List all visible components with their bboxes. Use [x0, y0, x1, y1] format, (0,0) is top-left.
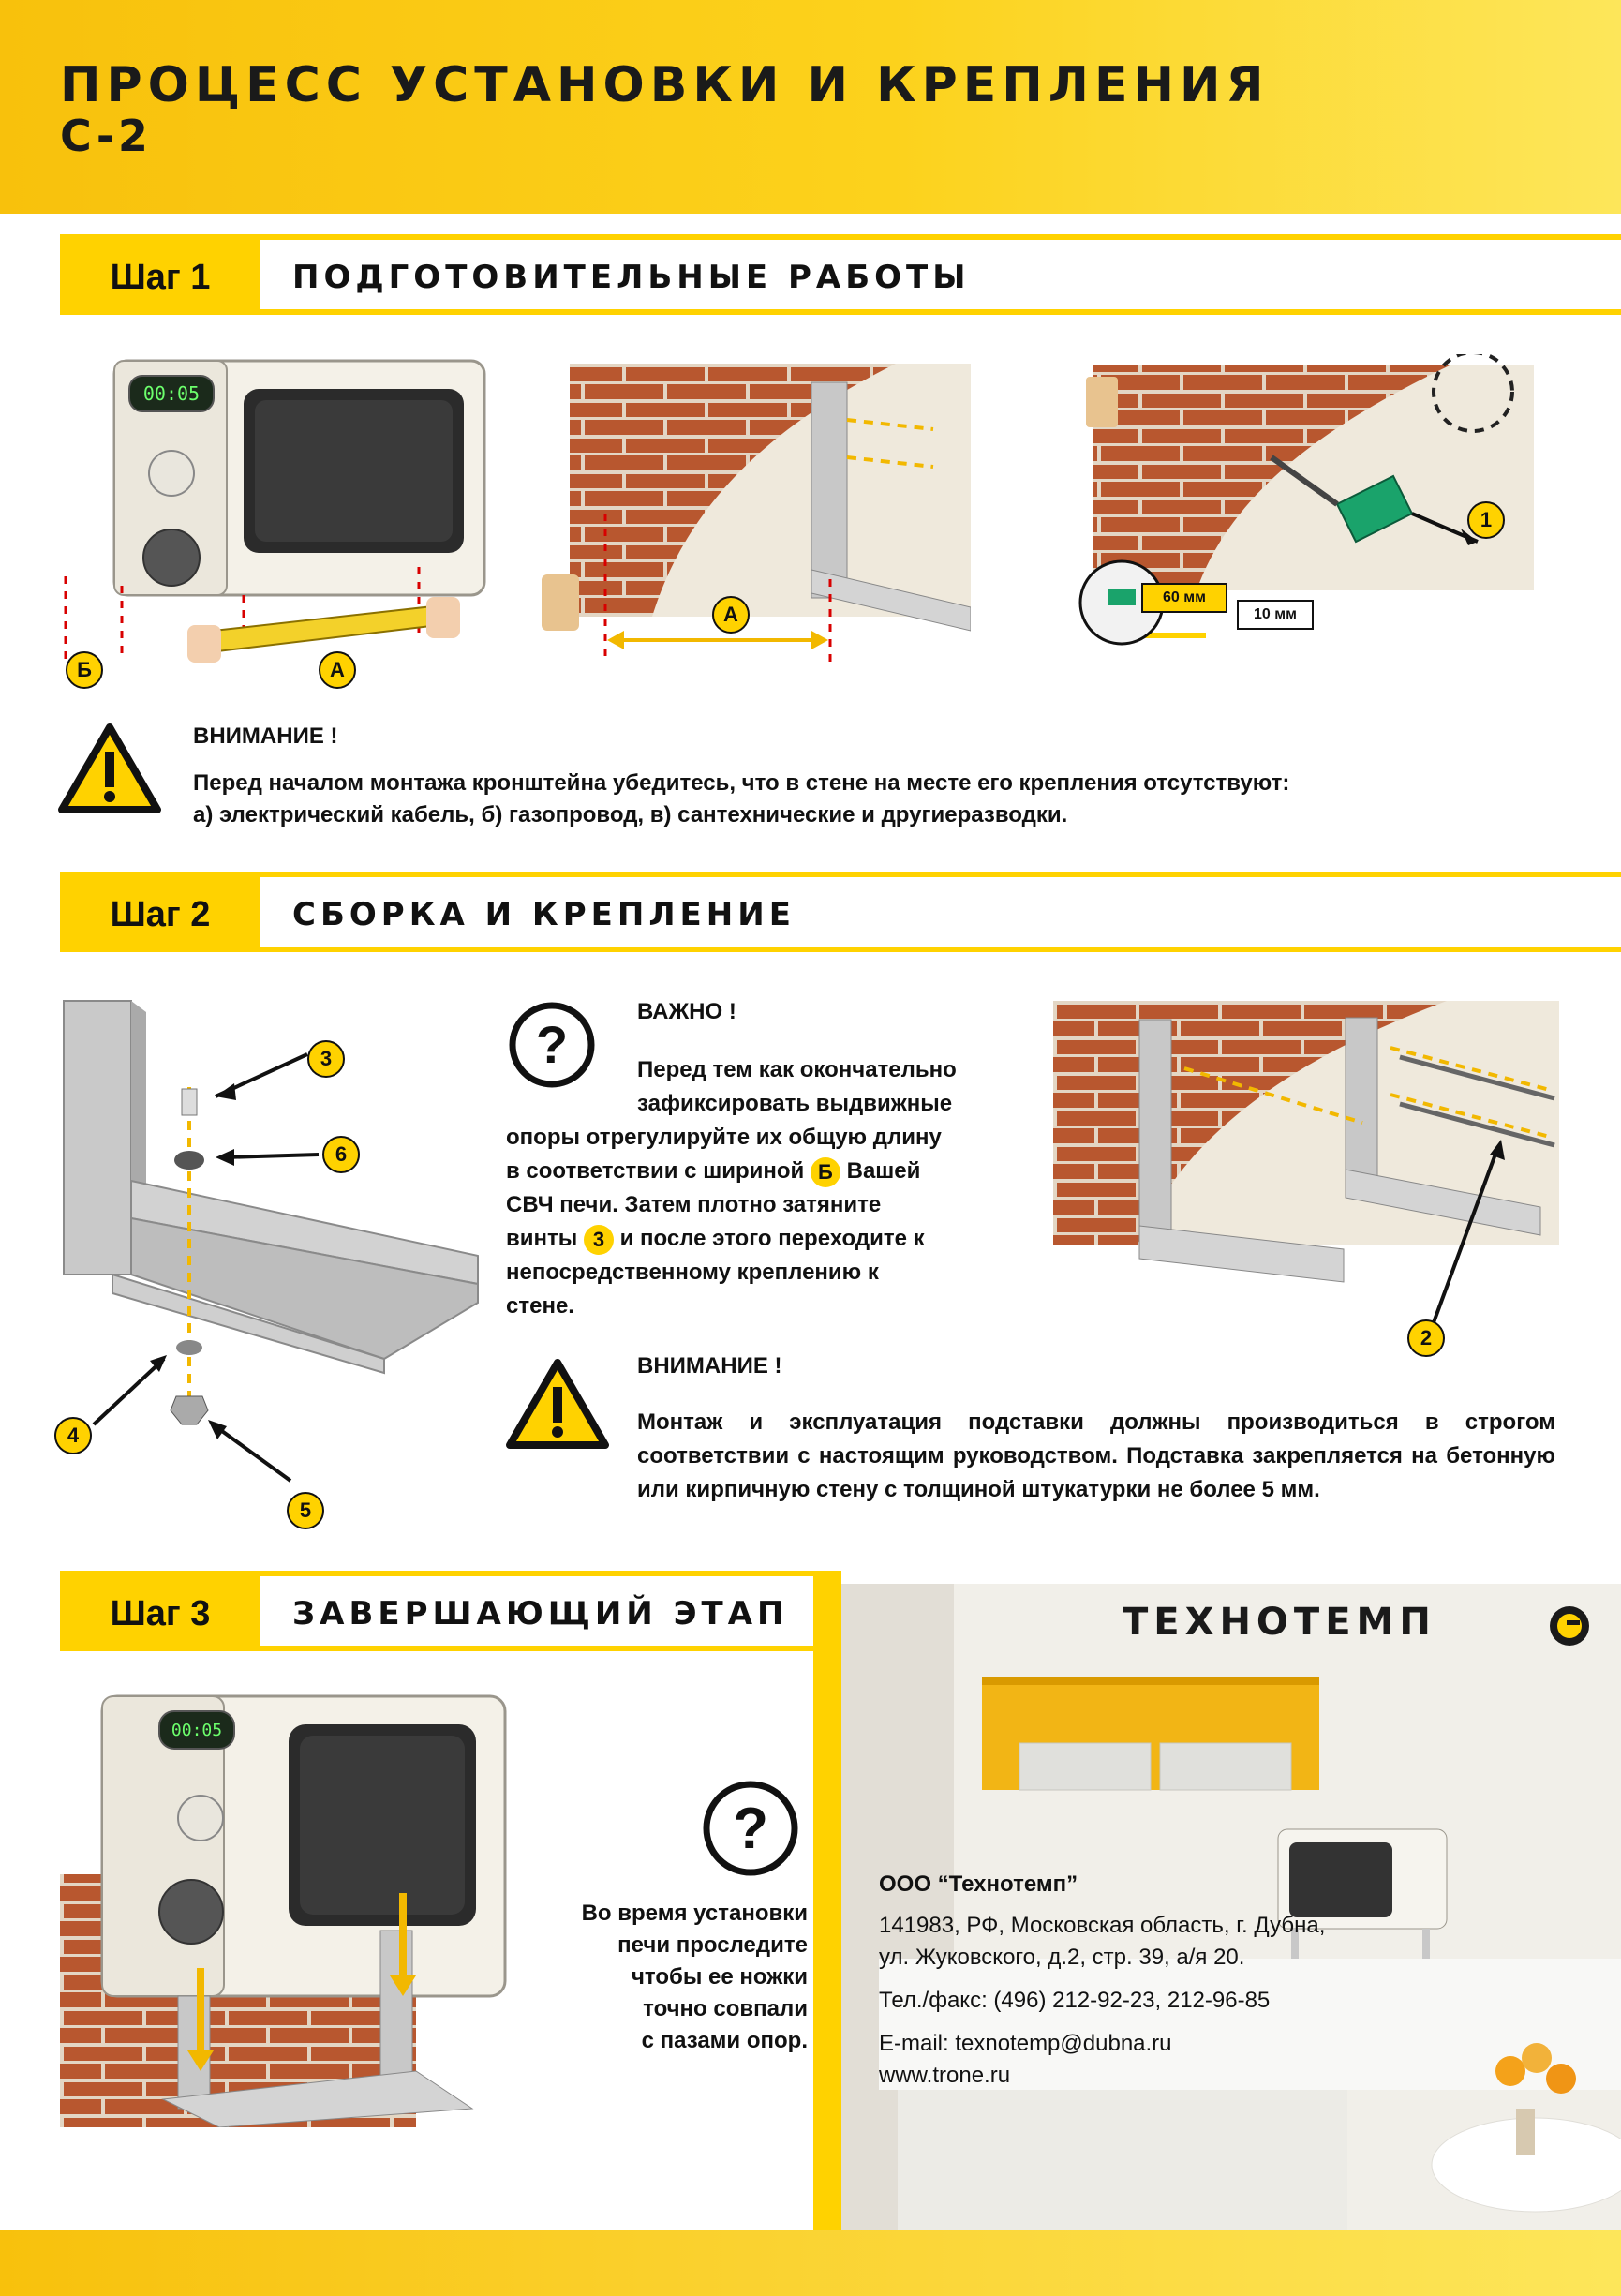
- brand-name: ТЕХНОТЕМП: [1123, 1601, 1436, 1644]
- svg-text:?: ?: [535, 1015, 569, 1074]
- step2-warning-title: ВНИМАНИЕ !: [637, 1353, 782, 1379]
- label-2-badge: 2: [1407, 1319, 1445, 1357]
- svg-text:?: ?: [733, 1797, 768, 1861]
- question-icon: [508, 1001, 596, 1089]
- step3-note-line2: печи проследите: [617, 1932, 808, 1958]
- brand-logo-icon: [1548, 1604, 1591, 1647]
- label-3-badge: 3: [307, 1040, 345, 1078]
- company-address-line1: 141983, РФ, Московская область, г. Дубна,: [879, 1913, 1326, 1938]
- label-b-badge: Б: [66, 651, 103, 689]
- company-address-line2: ул. Жуковского, д.2, стр. 39, а/я 20.: [879, 1945, 1245, 1970]
- important-line6: [506, 1222, 925, 1256]
- step1-warning-line1: Перед началом монтажа кронштейна убедитесь, что в стене на месте его крепления отсутствуют:: [193, 770, 1290, 796]
- step1-title: ПОДГОТОВИТЕЛЬНЫЕ РАБОТЫ: [292, 259, 971, 296]
- important-line4-a: в соответствии с шириной: [506, 1158, 805, 1184]
- display-time: 00:05: [142, 382, 201, 405]
- step3-tab: Шаг 3: [60, 1576, 260, 1651]
- inline-badge-3: 3: [584, 1225, 614, 1255]
- question-icon-2: [701, 1779, 800, 1878]
- model-code: C-2: [60, 111, 152, 161]
- important-line1: Перед тем как окончательно: [637, 1057, 957, 1082]
- wall-mount-illustration: [1053, 1001, 1578, 1357]
- warning-icon: [58, 722, 161, 815]
- company-name: ООО “Технотемп”: [879, 1871, 1078, 1897]
- step2-tab: Шаг 2: [60, 877, 260, 952]
- step1-tab: Шаг 1: [60, 240, 260, 315]
- wall-marking-illustration: [540, 364, 971, 663]
- kitchen-photo: [841, 1584, 1621, 2230]
- page-title: ПРОЦЕСС УСТАНОВКИ И КРЕПЛЕНИЯ: [60, 57, 1270, 113]
- step3-title: ЗАВЕРШАЮЩИЙ ЭТАП: [292, 1595, 789, 1633]
- dim-10mm: 10 мм: [1237, 600, 1314, 630]
- warning-icon-2: [506, 1357, 609, 1451]
- important-line5: СВЧ печи. Затем плотно затяните: [506, 1192, 882, 1217]
- important-line4: [506, 1155, 920, 1188]
- label-a2-badge: А: [712, 596, 750, 634]
- important-line4-b: Вашей: [846, 1158, 921, 1184]
- step1-warning-line2: а) электрический кабель, б) газопровод, в) сантехнические и другиеразводки.: [193, 802, 1068, 827]
- label-1-badge: 1: [1467, 501, 1505, 539]
- step3-note-line4: точно совпали: [643, 1996, 808, 2021]
- important-line2: зафиксировать выдвижные: [637, 1091, 953, 1116]
- footer-band: [0, 2230, 1621, 2296]
- important-line8: стене.: [506, 1293, 574, 1319]
- dim-60mm: 60 мм: [1141, 583, 1227, 613]
- step3-note-line5: с пазами опор.: [641, 2028, 808, 2053]
- display-time-2: 00:05: [171, 1721, 223, 1740]
- label-a-badge: А: [319, 651, 356, 689]
- step1-warning-title: ВНИМАНИЕ !: [193, 723, 338, 749]
- company-email[interactable]: E-mail: texnotemp@dubna.ru: [879, 2031, 1172, 2056]
- kitchen-scene: [841, 1584, 1621, 2230]
- step3-side-bar: [813, 1571, 841, 2230]
- company-website[interactable]: www.trone.ru: [879, 2063, 1011, 2088]
- label-5-badge: 5: [287, 1492, 324, 1529]
- company-phone: Тел./факс: (496) 212-92-23, 212-96-85: [879, 1988, 1271, 2013]
- important-line3: опоры отрегулируйте их общую длину: [506, 1125, 942, 1150]
- label-6-badge: 6: [322, 1136, 360, 1173]
- important-title: ВАЖНО !: [637, 999, 736, 1024]
- important-line6-a: винты: [506, 1226, 578, 1251]
- step2-title: СБОРКА И КРЕПЛЕНИЕ: [292, 896, 796, 933]
- important-line7: непосредственному креплению к: [506, 1260, 879, 1285]
- step3-note-line1: Во время установки: [581, 1901, 808, 1926]
- label-4-badge: 4: [54, 1417, 92, 1454]
- microwave-on-stand-illustration: [60, 1687, 528, 2127]
- bracket-assembly-illustration: [56, 993, 487, 1518]
- inline-badge-b: Б: [810, 1157, 840, 1187]
- important-line6-b: и после этого переходите к: [619, 1226, 925, 1251]
- step3-note-line3: чтобы ее ножки: [631, 1964, 808, 1990]
- step2-warning-text: Монтаж и эксплуатация подставки должны производиться в строгом соответствии с настоящим руководством. Подставка закрепляется на бетонную или кирпичную стену с толщиной штукатурки не более 5 мм.: [637, 1409, 1555, 1502]
- microwave-measure-illustration: [56, 351, 497, 698]
